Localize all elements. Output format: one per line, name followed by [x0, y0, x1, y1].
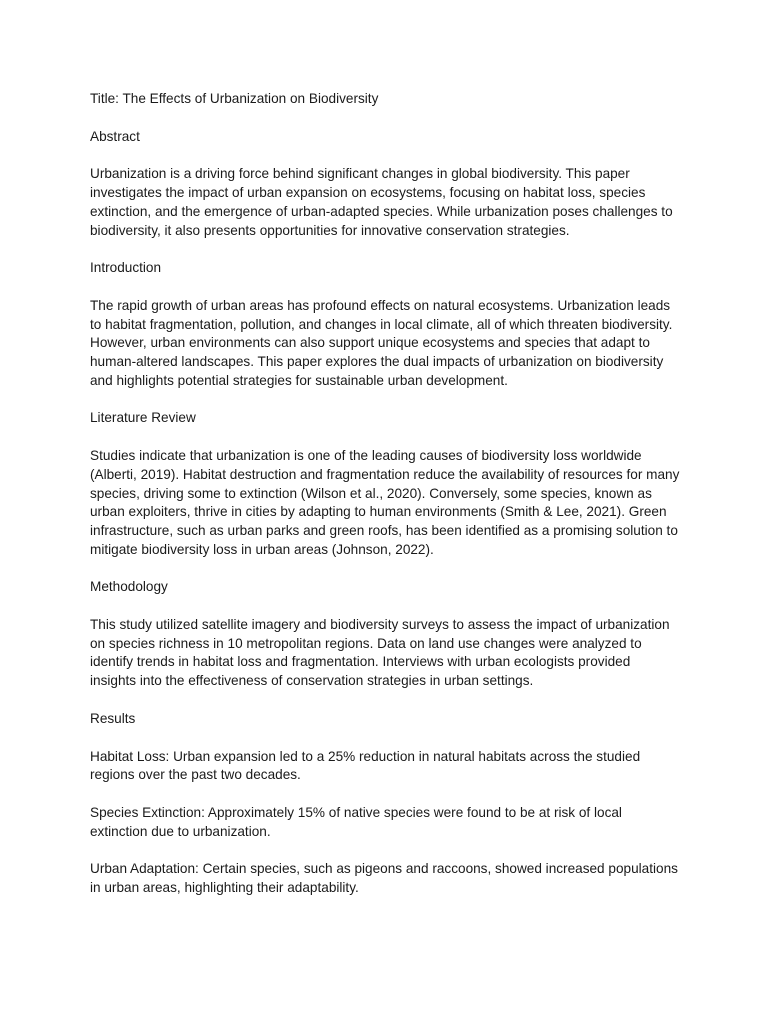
introduction-paragraph: The rapid growth of urban areas has profound effects on natural ecosystems. Urbanization leads to habitat fragmentation, pollution, and changes in local climate, all of which threaten biodiversity. However, urban environments can also support unique ecosystems and species that adapt to human-altered landscapes. This paper explores the dual impacts of urbanization on biodiversity and highlights potential strategies for sustainable urban development.	[90, 297, 673, 388]
introduction-heading: Introduction	[90, 260, 162, 276]
document-page	[90, 90, 680, 917]
abstract-paragraph: Urbanization is a driving force behind significant changes in global biodiversity. This paper investigates the impact of urban expansion on ecosystems, focusing on habitat loss, species extinction, and the emergence of urban-adapted species. While urbanization poses challenges to biodiversity, it also presents opportunities for innovative conservation strategies.	[90, 166, 673, 238]
abstract-heading: Abstract	[90, 128, 140, 144]
document-title: Title: The Effects of Urbanization on Biodiversity	[90, 91, 379, 106]
result-urban-adaptation: Urban Adaptation: Certain species, such as pigeons and raccoons, showed increased populations in urban areas, highlighting their adaptability.	[90, 861, 678, 896]
literature-review-heading: Literature Review	[90, 410, 196, 426]
literature-review-paragraph: Studies indicate that urbanization is one of the leading causes of biodiversity loss worldwide (Alberti, 2019). Habitat destruction and fragmentation reduce the availability of resources for many species, driving some to extinction (Wilson et al., 2020). Conversely, some species, known as urban exploiters, thrive in cities by adapting to human environments (Smith & Lee, 2021). Green infrastructure, such as urban parks and green roofs, has been identified as a promising solution to mitigate biodiversity loss in urban areas (Johnson, 2022).	[90, 448, 680, 557]
methodology-heading: Methodology	[90, 579, 168, 595]
result-species-extinction: Species Extinction: Approximately 15% of native species were found to be at risk of local extinction due to urbanization.	[90, 804, 622, 839]
methodology-paragraph: This study utilized satellite imagery and biodiversity surveys to assess the impact of urbanization on species richness in 10 metropolitan regions. Data on land use changes were analyzed to identify trends in habitat loss and fragmentation. Interviews with urban ecologists provided insights into the effectiveness of conservation strategies in urban settings.	[90, 617, 670, 689]
results-heading: Results	[90, 710, 136, 726]
result-habitat-loss: Habitat Loss: Urban expansion led to a 25% reduction in natural habitats across the studied regions over the past two decades.	[90, 748, 641, 783]
